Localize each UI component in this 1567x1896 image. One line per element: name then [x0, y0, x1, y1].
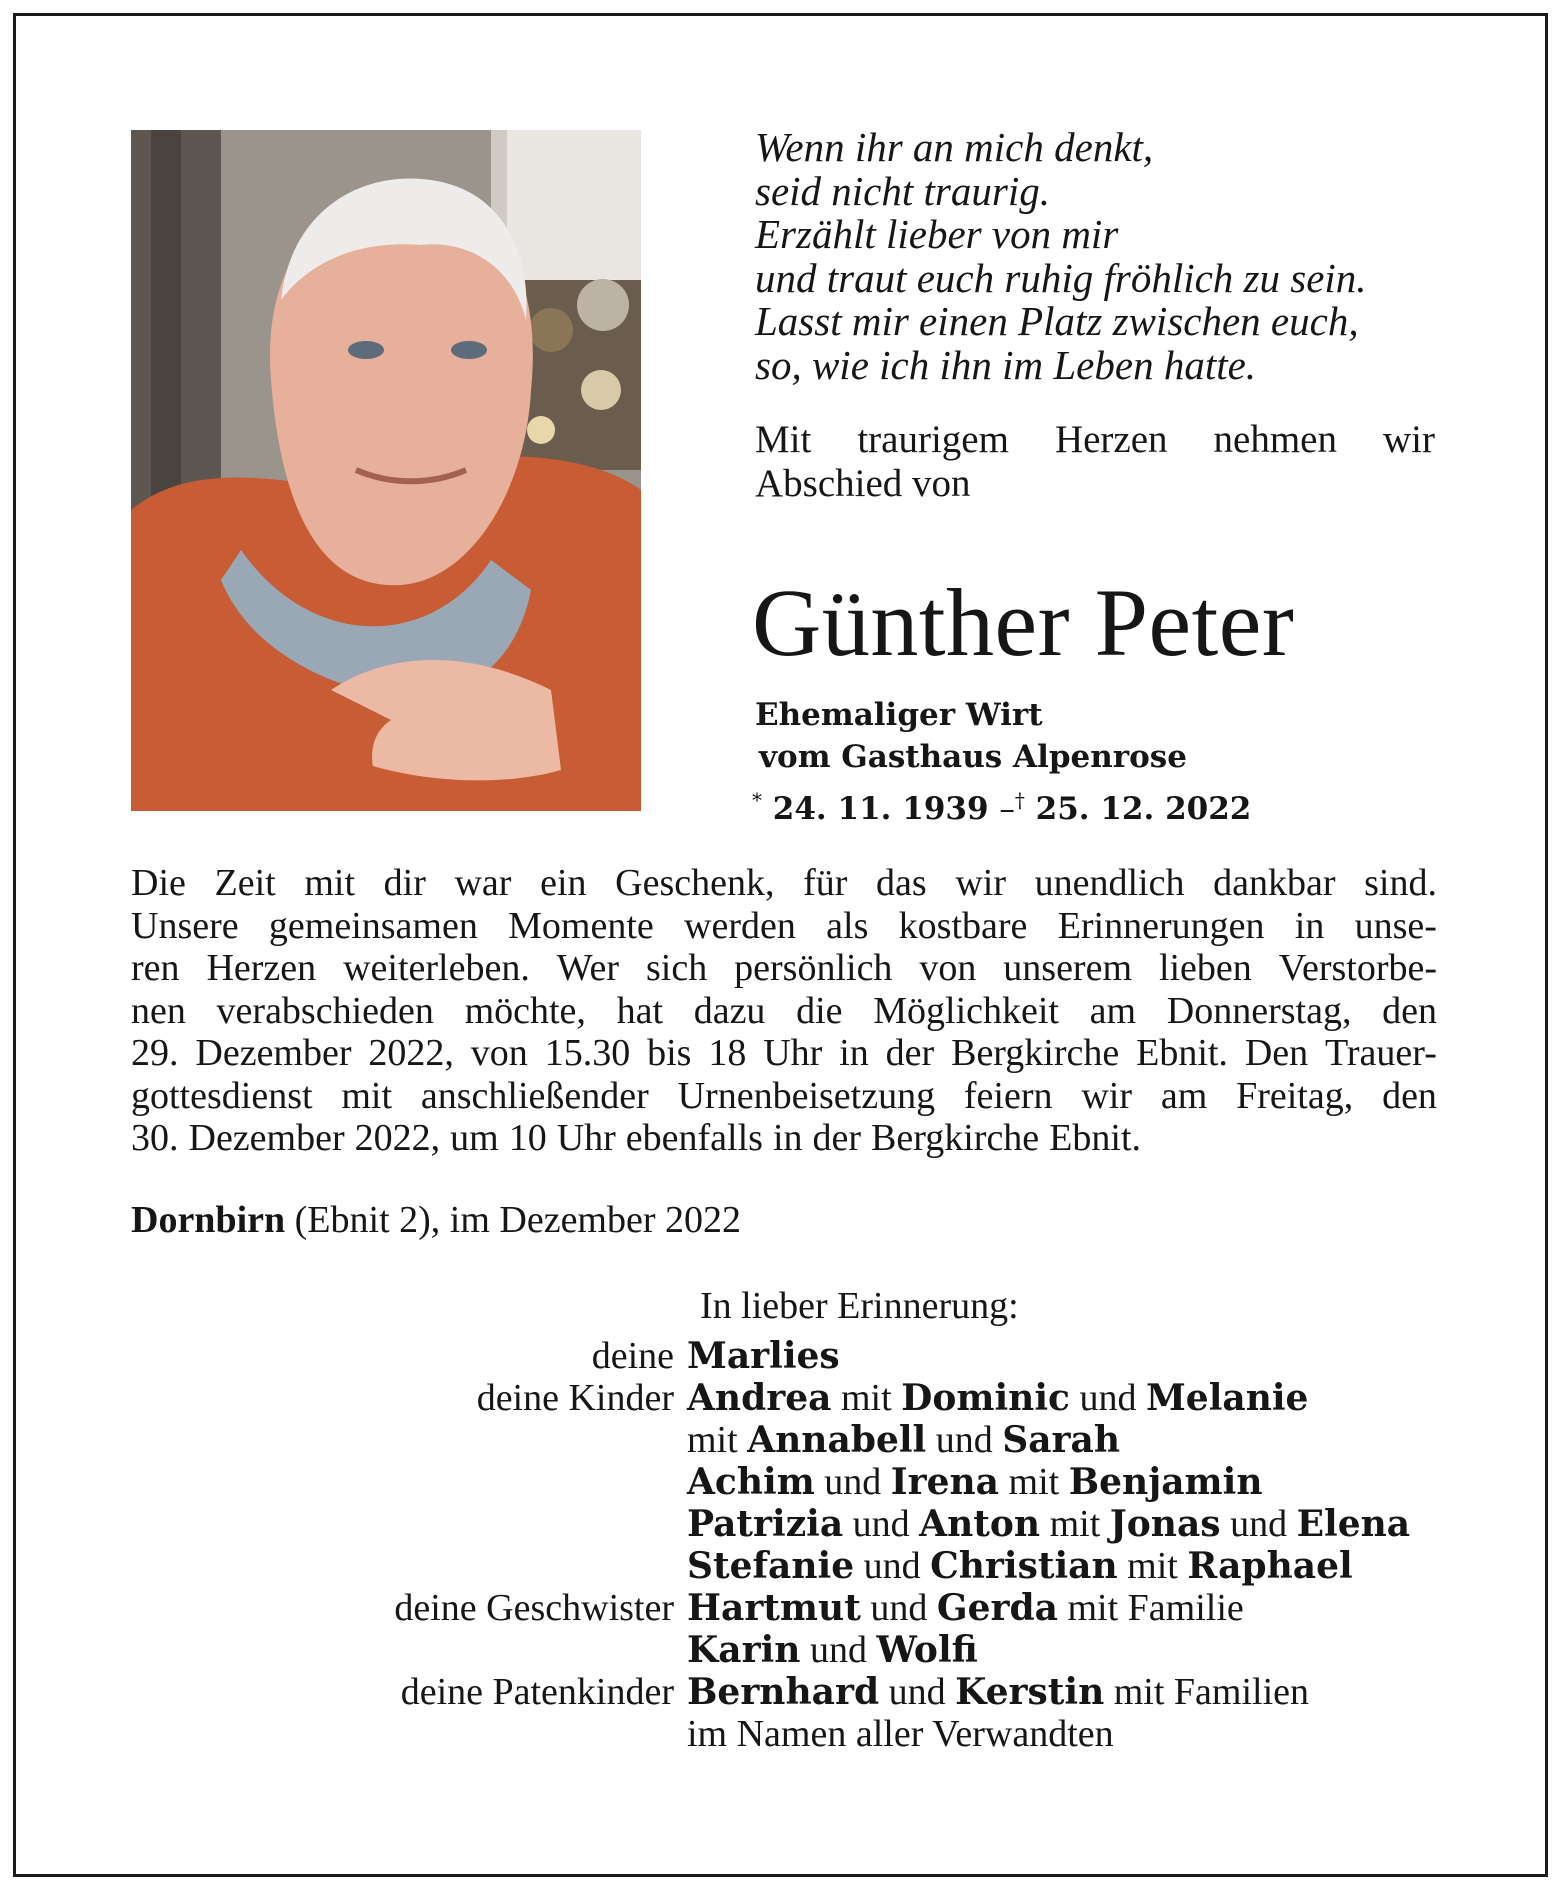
text-word: 18: [708, 1032, 747, 1074]
family-connector: mit: [831, 1377, 902, 1419]
family-member-name: Karin: [687, 1629, 801, 1671]
text-word: um: [450, 1117, 499, 1159]
text-word: Erinnerungen: [1057, 904, 1265, 947]
poem-line: Erzählt lieber von mir: [755, 211, 1119, 257]
text-line: [131, 905, 1437, 948]
text-word: möchte,: [464, 989, 586, 1032]
text-word: kostbare: [898, 904, 1028, 947]
text-word: Freitag,: [1236, 1074, 1354, 1117]
text-word: Bergkirche: [951, 1032, 1120, 1074]
family-member-name: Raphael: [1187, 1545, 1353, 1587]
intro-line-1: [755, 418, 1435, 462]
family-label: [200, 1713, 687, 1755]
family-names: [687, 1587, 1244, 1629]
family-row: [200, 1629, 1410, 1671]
text-word: Dezember: [188, 1117, 345, 1159]
text-word: Die: [131, 862, 186, 904]
family-member-name: Christian: [930, 1545, 1118, 1587]
text-word: sind.: [1364, 862, 1437, 904]
death-symbol: †: [1014, 788, 1025, 812]
intro-word: wir: [1382, 418, 1435, 461]
text-word: anschließender: [420, 1074, 649, 1117]
text-word: Uhr: [556, 1117, 616, 1159]
family-member-name: Anton: [919, 1503, 1041, 1545]
family-row: [200, 1713, 1410, 1755]
family-names: [687, 1461, 1263, 1503]
text-word: Trauer-: [1325, 1032, 1437, 1074]
text-word: ren: [131, 947, 180, 989]
family-member-name: Stefanie: [687, 1545, 855, 1587]
family-label: deine Kinder: [476, 1377, 674, 1419]
family-row: [200, 1377, 1410, 1419]
family-connector: und: [1069, 1377, 1146, 1419]
family-row: [200, 1545, 1410, 1587]
death-date: 25. 12. 2022: [1035, 791, 1252, 827]
text-word: hat: [616, 989, 664, 1032]
text-word: von: [470, 1032, 528, 1074]
text-word: Möglichkeit: [873, 989, 1059, 1032]
announcement-text: [131, 862, 1437, 1160]
family-connector: mit Familien: [1104, 1671, 1310, 1713]
text-line: [131, 1075, 1437, 1118]
text-word: gemeinsamen: [268, 904, 478, 947]
intro-line-2: Abschied von: [755, 462, 971, 505]
family-member-name: Melanie: [1145, 1377, 1309, 1419]
deceased-name: Günther Peter: [752, 569, 1295, 676]
family-list: [200, 1335, 1410, 1755]
text-word: 10: [508, 1117, 547, 1159]
family-member-name: Jonas: [1109, 1503, 1221, 1545]
family-member-name: Hartmut: [687, 1587, 861, 1629]
text-word: feiern: [963, 1074, 1053, 1117]
family-row: [200, 1587, 1410, 1629]
text-line: [131, 947, 1437, 990]
family-connector: mit Familie: [1057, 1587, 1244, 1629]
family-connector: und: [854, 1545, 931, 1587]
family-member-name: Kerstin: [955, 1671, 1105, 1713]
poem-line: und traut euch ruhig fröhlich zu sein.: [755, 254, 1367, 301]
text-word: Bergkirche: [871, 1117, 1040, 1159]
family-member-name: Elena: [1296, 1503, 1411, 1545]
family-names: [687, 1713, 1114, 1755]
poem-line: Wenn ihr an mich denkt,: [755, 124, 1154, 170]
family-connector: und: [1220, 1503, 1297, 1545]
text-word: dir: [383, 862, 426, 904]
text-word: der: [885, 1032, 935, 1074]
family-label: deine Patenkinder: [400, 1671, 674, 1713]
date-dash: –: [999, 791, 1015, 827]
family-row: [200, 1419, 1410, 1461]
poem-line: Lasst mir einen Platz zwischen euch,: [755, 298, 1359, 344]
text-word: lieben: [1158, 947, 1252, 989]
family-connector: im Namen aller Verwandten: [687, 1713, 1114, 1755]
text-word: den: [1382, 989, 1437, 1032]
text-word: am: [1089, 989, 1137, 1032]
text-word: Zeit: [214, 862, 276, 904]
text-word: Urnenbeisetzung: [677, 1074, 936, 1117]
text-word: dankbar: [1213, 862, 1336, 904]
portrait-photo-icon: [131, 130, 641, 811]
text-word: ebenfalls: [625, 1117, 763, 1159]
text-word: Donnerstag,: [1166, 989, 1352, 1032]
family-label: [200, 1461, 687, 1503]
family-names: [687, 1335, 840, 1377]
birth-symbol: *: [752, 788, 762, 812]
text-word: 30.: [131, 1117, 179, 1159]
place-city: Dornbirn: [131, 1199, 286, 1241]
family-member-name: Marlies: [687, 1335, 840, 1377]
place-date-line: [131, 1198, 741, 1242]
text-line: [131, 862, 1437, 905]
family-member-name: Bernhard: [687, 1671, 880, 1713]
text-word: Uhr: [763, 1032, 823, 1074]
text-word: den: [1382, 1074, 1437, 1117]
family-connector: und: [814, 1461, 891, 1503]
family-member-name: Irena: [890, 1461, 1000, 1503]
poem-line: so, wie ich ihn im Leben hatte.: [755, 341, 1257, 388]
text-word: Unsere: [131, 904, 239, 947]
title-line-2: vom Gasthaus Alpenrose: [759, 739, 1187, 775]
text-word: am: [1160, 1074, 1208, 1117]
family-connector: und: [879, 1671, 956, 1713]
text-word: werden: [684, 904, 796, 947]
portrait-photo: [131, 130, 641, 811]
text-word: für: [803, 862, 848, 904]
intro-word: traurigem: [857, 418, 1009, 461]
text-word: von: [919, 947, 977, 989]
family-connector: mit: [1040, 1503, 1110, 1545]
family-label: deine Geschwister: [394, 1587, 674, 1629]
text-word: Wer: [556, 947, 620, 989]
text-word: als: [826, 904, 869, 947]
family-member-name: Dominic: [901, 1377, 1070, 1419]
text-word: die: [796, 989, 843, 1032]
text-word: wir: [955, 862, 1006, 904]
text-word: persönlich: [734, 947, 893, 989]
deceased-title: [755, 694, 1187, 778]
family-names: [687, 1545, 1353, 1587]
life-dates: [752, 779, 1251, 830]
text-word: gottesdienst: [131, 1074, 313, 1117]
family-member-name: Wolfi: [876, 1629, 978, 1671]
text-word: Ebnit.: [1136, 1032, 1228, 1074]
intro-word: Herzen: [1054, 418, 1168, 461]
text-word: sich: [646, 947, 708, 989]
text-word: wir: [1081, 1074, 1132, 1117]
text-word: in: [839, 1032, 869, 1074]
text-word: war: [454, 862, 512, 904]
text-word: ein: [540, 862, 587, 904]
family-connector: und: [860, 1587, 937, 1629]
family-label: [200, 1545, 687, 1587]
text-word: 2022,: [368, 1032, 454, 1074]
intro-word: Mit: [755, 418, 812, 461]
text-word: 2022,: [354, 1117, 441, 1159]
family-names: [687, 1671, 1309, 1713]
text-word: 15.30: [544, 1032, 631, 1074]
text-word: verabschieden: [216, 989, 434, 1032]
text-word: Dezember: [195, 1032, 352, 1074]
family-member-name: Sarah: [1002, 1419, 1121, 1461]
poem-line: seid nicht traurig.: [755, 167, 1050, 214]
memory-title: In lieber Erinnerung:: [700, 1285, 1019, 1327]
text-line: [131, 1117, 1437, 1160]
text-word: nen: [131, 989, 186, 1032]
text-word: Ebnit.: [1049, 1117, 1141, 1159]
text-word: Verstorbe-: [1278, 947, 1437, 989]
family-connector: und: [926, 1419, 1003, 1461]
place-rest: (Ebnit 2), im Dezember 2022: [285, 1199, 742, 1241]
family-connector: mit: [687, 1419, 748, 1461]
text-word: der: [812, 1117, 862, 1159]
family-names: [687, 1629, 978, 1671]
text-word: in: [1294, 904, 1325, 947]
family-member-name: Annabell: [747, 1419, 927, 1461]
family-connector: und: [800, 1629, 877, 1671]
poem: [755, 126, 1455, 387]
text-word: Momente: [508, 904, 654, 947]
text-word: Herzen: [206, 947, 317, 989]
family-label: [200, 1503, 687, 1545]
text-word: Den: [1244, 1032, 1309, 1074]
family-connector: und: [843, 1503, 920, 1545]
family-row: [200, 1461, 1410, 1503]
text-word: weiterleben.: [343, 947, 530, 989]
family-names: [687, 1419, 1120, 1461]
text-word: unserem: [1003, 947, 1133, 989]
text-word: unendlich: [1034, 862, 1185, 904]
family-member-name: Patrizia: [687, 1503, 844, 1545]
family-names: [687, 1377, 1308, 1419]
family-row: [200, 1503, 1410, 1545]
title-line-1: Ehemaliger Wirt: [755, 697, 1043, 733]
family-member-name: Benjamin: [1068, 1461, 1263, 1503]
text-word: 29.: [131, 1032, 179, 1074]
text-word: mit: [304, 862, 356, 904]
text-word: unse-: [1354, 904, 1437, 947]
text-line: [131, 990, 1437, 1033]
family-names: [687, 1503, 1410, 1545]
text-word: mit: [341, 1074, 393, 1117]
text-word: Geschenk,: [615, 862, 775, 904]
family-member-name: Gerda: [936, 1587, 1058, 1629]
intro-word: nehmen: [1213, 418, 1337, 461]
family-label: deine: [591, 1335, 674, 1377]
intro-text: [755, 418, 1435, 506]
family-label: [200, 1419, 687, 1461]
text-word: dazu: [693, 989, 766, 1032]
text-word: in: [772, 1117, 803, 1159]
family-member-name: Achim: [687, 1461, 815, 1503]
family-row: [200, 1335, 1410, 1377]
family-member-name: Andrea: [687, 1377, 832, 1419]
family-connector: mit: [999, 1461, 1069, 1503]
text-word: bis: [647, 1032, 692, 1074]
family-row: [200, 1671, 1410, 1713]
family-connector: mit: [1117, 1545, 1188, 1587]
text-line: [131, 1032, 1437, 1075]
family-label: [200, 1629, 687, 1671]
text-word: das: [876, 862, 927, 904]
birth-date: 24. 11. 1939: [772, 791, 989, 827]
